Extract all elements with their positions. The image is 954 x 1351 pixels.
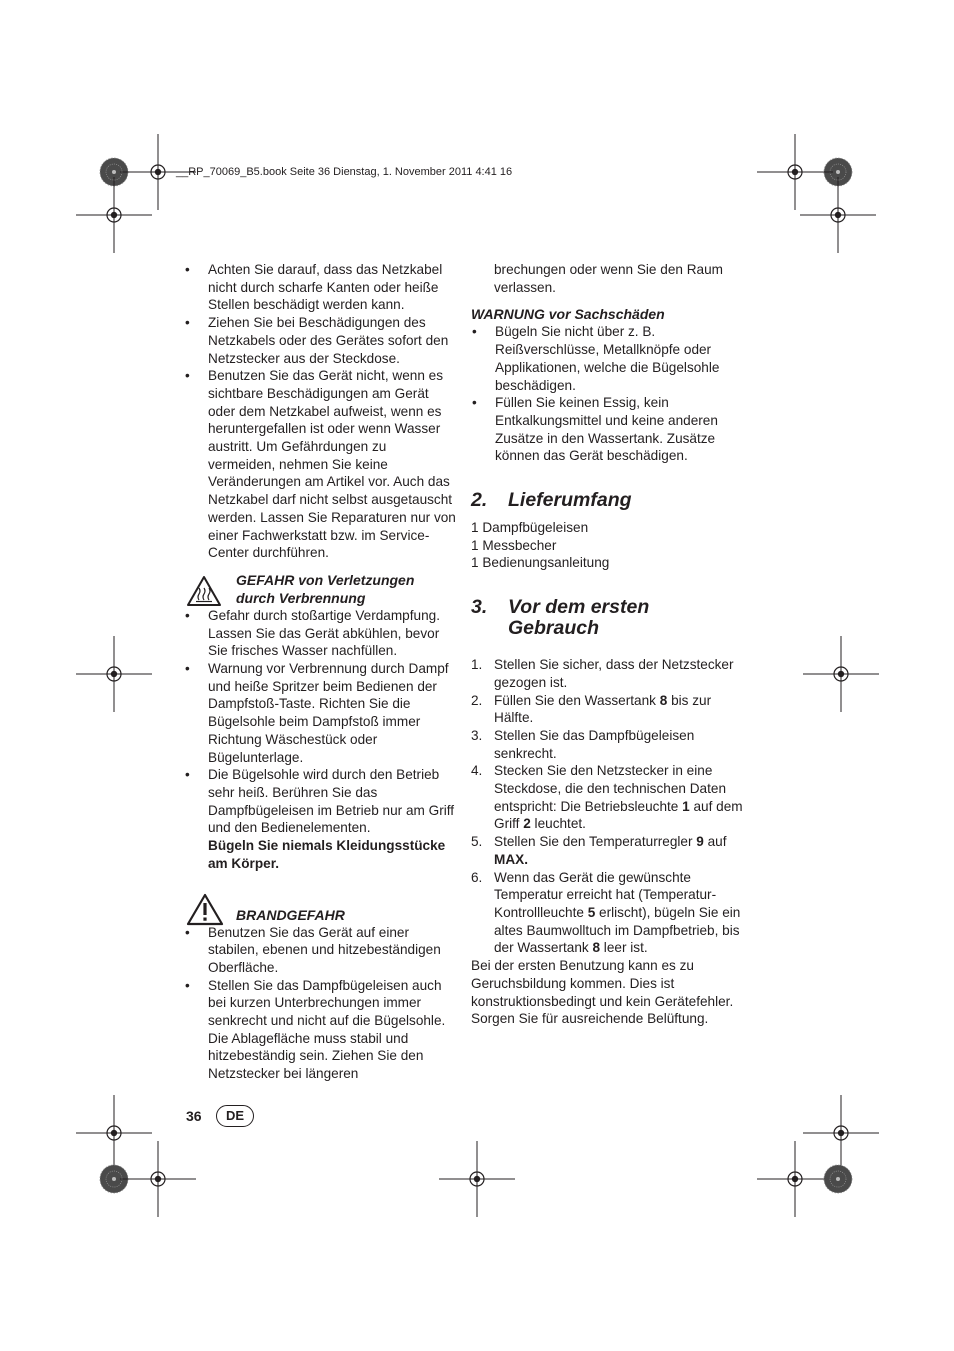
- step-text: leer ist.: [600, 940, 648, 956]
- list-item: • Bügeln Sie nicht über z. B. Reißverschlüsse, Metallknöpfe oder Applikationen, welche die Bügelsohle beschädigen.: [471, 323, 743, 394]
- part-number: 2: [523, 816, 531, 832]
- left-column: [184, 261, 456, 1083]
- registration-cross-icon: [439, 1141, 515, 1217]
- scope-item: 1 Bedienungsanleitung: [471, 555, 610, 571]
- list-item: [471, 692, 743, 727]
- step-text: Füllen Sie den Wassertank: [494, 692, 660, 708]
- continuation-text: brechungen oder wenn Sie den Raum verlassen.: [494, 262, 723, 295]
- step-text: Stellen Sie das Dampfbügeleisen senkrecht.: [494, 727, 695, 761]
- section-heading-first-use: [471, 597, 743, 639]
- step-text: leuchtet.: [530, 816, 586, 832]
- fire-warning-list: [184, 924, 456, 1083]
- registration-cross-icon: [76, 177, 152, 253]
- registration-cross-icon: [76, 1095, 152, 1171]
- material-warning-list: [471, 323, 743, 465]
- warning-triangle-icon: [186, 893, 224, 926]
- registration-cross-icon: [800, 177, 876, 253]
- registration-cross-icon: [76, 636, 152, 712]
- list-item: [471, 727, 743, 762]
- list-item: [471, 833, 743, 868]
- list-item: • Stellen Sie das Dampfbügeleisen auch bei kurzen Unterbrechungen immer senkrecht und nicht auf die Bügelsohle. Die Ablagefläche muss stabil und hitzebeständig sein. Ziehen Sie den Netzstecker bei längeren: [184, 977, 456, 1083]
- part-number: 5: [587, 904, 596, 920]
- list-item: [471, 869, 743, 958]
- list-item: • Ziehen Sie bei Beschädigungen des Netzkabels oder des Gerätes sofort den Netzstecker aus der Steckdose.: [184, 314, 456, 367]
- step-number: 3.: [471, 727, 483, 743]
- registration-burst-icon: [824, 1165, 852, 1193]
- registration-cross-icon: [803, 636, 879, 712]
- burn-warning-list: [184, 607, 456, 873]
- burn-warning-heading: [184, 571, 456, 607]
- list-item: • Benutzen Sie das Gerät auf einer stabilen, ebenen und hitzebeständigen Oberfläche.: [184, 924, 456, 977]
- registration-cross-icon: [803, 1095, 879, 1171]
- section-heading-lieferumfang: [471, 490, 743, 511]
- list-item: • Warnung vor Verbrennung durch Dampf und heiße Spritzer beim Bedienen der Dampfstoß-Taste. Richten Sie die Bügelsohle beim Dampfstoß immer Richtung Wäschestück oder Bügelunterlage.: [184, 660, 456, 766]
- step-text: Wenn das Gerät die gewünschte Temperatur erreicht hat (Temperatur-Kontrollleuchte: [494, 869, 717, 920]
- material-warning-title: WARNUNG vor Sachschäden: [471, 306, 665, 323]
- list-item: [184, 766, 456, 872]
- list-item: • Achten Sie darauf, dass das Netzkabel nicht durch scharfe Kanten oder heiße Stellen beschädigt werden kann.: [184, 261, 456, 314]
- step-number: 2.: [471, 692, 483, 708]
- step-text: Stecken Sie den Netzstecker in eine Steckdose, die den technischen Daten entspricht: Die Betriebsleuchte: [494, 763, 727, 814]
- section-number: 3.: [471, 596, 488, 619]
- registration-cross-icon: [757, 134, 833, 210]
- section-title-line2: Gebrauch: [508, 617, 600, 640]
- part-number: 9: [696, 834, 704, 850]
- list-item: • Gefahr durch stoßartige Verdampfung. Lassen Sie das Gerät abkühlen, bevor Sie frisches Wasser nachfüllen.: [184, 607, 456, 660]
- list-item: [471, 762, 743, 833]
- section-title-line1: Vor dem ersten: [508, 596, 650, 619]
- section-number: 2.: [471, 489, 488, 512]
- step-text: Stellen Sie sicher, dass der Netzstecker gezogen ist.: [494, 657, 734, 690]
- bold-note: Bügeln Sie niemals Kleidungsstücke am Körper.: [208, 838, 446, 871]
- fire-warning-title: BRANDGEFAHR: [236, 906, 345, 923]
- fire-warning-heading: [184, 890, 456, 924]
- setting-value: MAX.: [494, 851, 528, 867]
- part-number: 8: [592, 940, 601, 956]
- part-number: 8: [659, 692, 668, 708]
- scope-item: 1 Messbecher: [471, 537, 557, 553]
- section-title: Lieferumfang: [508, 489, 632, 512]
- registration-cross-icon: [757, 1141, 833, 1217]
- step-number: 6.: [471, 869, 483, 885]
- burn-warning-title: GEFAHR von Verletzungen durch Verbrennung: [236, 571, 415, 606]
- safety-list: [184, 261, 456, 562]
- step-text: auf: [703, 834, 727, 850]
- step-text: bis zur Hälfte.: [494, 692, 712, 726]
- right-column: [471, 261, 743, 1028]
- list-item: [471, 656, 743, 691]
- page-number: 36: [186, 1108, 202, 1124]
- list-item-text: Die Bügelsohle wird durch den Betrieb sehr heiß. Berühren Sie das Dampfbügeleisen im Betrieb nur am Griff und den Bedienelementen.: [208, 767, 455, 836]
- list-item: • Füllen Sie keinen Essig, kein Entkalkungsmittel und keine anderen Zusätze in den Wassertank. Zusätze können das Gerät beschädigen.: [471, 394, 743, 465]
- language-badge: DE: [216, 1105, 254, 1127]
- step-number: 1.: [471, 657, 483, 673]
- print-header: __RP_70069_B5.book Seite 36 Dienstag, 1. November 2011 4:41 16: [176, 166, 513, 178]
- registration-cross-icon: [120, 1141, 196, 1217]
- note-paragraph: Bei der ersten Benutzung kann es zu Geruchsbildung kommen. Dies ist konstruktionsbedingt und kein Gerätefehler. Sorgen Sie für ausreichende Belüftung.: [471, 958, 734, 1027]
- first-use-steps: [471, 656, 743, 957]
- list-item: • Benutzen Sie das Gerät nicht, wenn es sichtbare Beschädigungen am Gerät oder dem Netzkabel aufweist, wenn es heruntergefallen ist oder wenn Wasser austritt. Um Gefährdungen zu vermeiden, nehmen Sie keine Veränderungen am Artikel vor. Auch das Netzkabel darf nicht selbst ausgetauscht werden. Lassen Sie Reparaturen nur von einer Fachwerkstatt bzw. im Service-Center durchführen.: [184, 367, 456, 562]
- step-number: 5.: [471, 834, 483, 850]
- scope-item: 1 Dampfbügeleisen: [471, 520, 589, 536]
- step-text: auf dem Griff: [494, 798, 743, 832]
- step-text: Stellen Sie den Temperaturregler: [494, 834, 697, 850]
- hot-surface-warning-icon: [186, 575, 222, 607]
- part-number: 1: [682, 798, 690, 814]
- step-text: erlischt), bügeln Sie ein altes Baumwolltuch im Dampfbetrieb, bis der Wassertank: [494, 904, 741, 956]
- step-number: 4.: [471, 763, 483, 779]
